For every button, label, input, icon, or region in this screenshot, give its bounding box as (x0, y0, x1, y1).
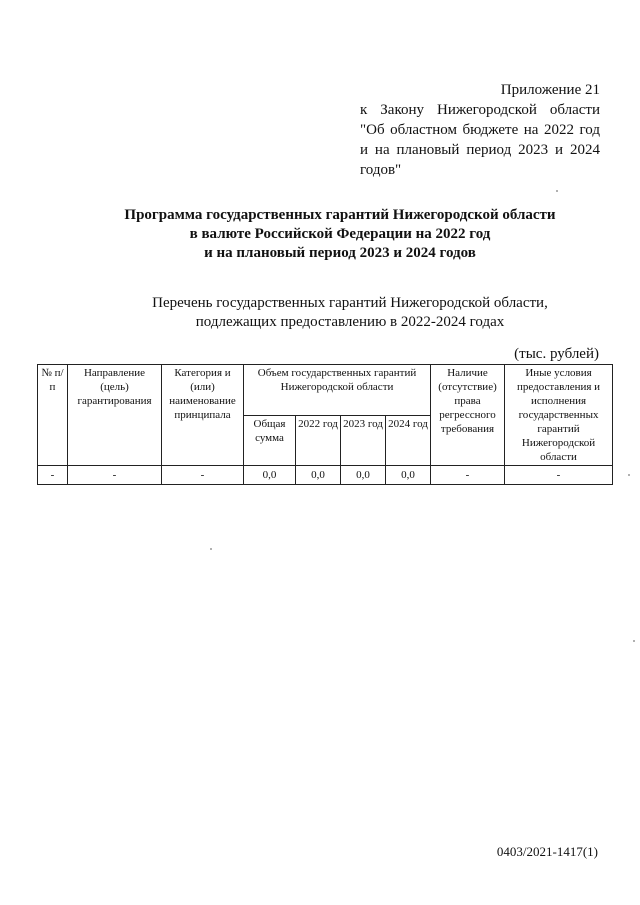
list-subtitle-line-2: подлежащих предоставлению в 2022-2024 годах (195, 314, 505, 330)
appendix-line-3: "Об областном бюджете на 2022 год (360, 122, 600, 138)
header-regress: Наличие (отсутствие) права регрессного требования (431, 365, 505, 466)
cell-2022: 0,0 (296, 466, 341, 485)
guarantees-table (37, 364, 613, 485)
cell-regress: - (431, 466, 505, 485)
header-num: № п/п (38, 365, 68, 466)
appendix-line-4: и на плановый период 2023 и 2024 (360, 142, 600, 158)
appendix-block (360, 80, 600, 180)
cell-2023: 0,0 (341, 466, 386, 485)
program-title-line-3: и на плановый период 2023 и 2024 годов (204, 245, 476, 261)
header-total: Общая сумма (244, 415, 296, 466)
table-row (38, 466, 613, 485)
program-title (0, 206, 640, 263)
document-code: 0403/2021-1417(1) (496, 844, 598, 859)
scan-speck (556, 190, 558, 192)
cell-2024: 0,0 (386, 466, 431, 485)
cell-direction: - (68, 466, 162, 485)
appendix-line-5: годов" (360, 162, 402, 178)
scan-speck (633, 640, 635, 642)
list-subtitle-line-1: Перечень государственных гарантий Нижегородской области, (152, 295, 548, 311)
program-title-line-2: в валюте Российской Федерации на 2022 год (189, 226, 491, 242)
list-subtitle (0, 294, 640, 332)
cell-other: - (505, 466, 613, 485)
header-2022: 2022 год (296, 415, 341, 466)
cell-num: - (38, 466, 68, 485)
header-direction: Направление (цель) гарантирования (68, 365, 162, 466)
program-title-line-1: Программа государственных гарантий Нижегородской области (124, 207, 556, 223)
scan-speck (210, 548, 212, 550)
header-volume: Объем государственных гарантий Нижегородской области (244, 365, 431, 416)
header-2023: 2023 год (341, 415, 386, 466)
appendix-line-1: Приложение 21 (500, 82, 600, 98)
units-label: (тыс. рублей) (514, 346, 599, 362)
cell-total: 0,0 (244, 466, 296, 485)
header-other: Иные условия предоставления и исполнения государственных гарантий Нижегородской области (505, 365, 613, 466)
cell-category: - (162, 466, 244, 485)
header-category: Категория и (или) наименование принципала (162, 365, 244, 466)
appendix-line-2: к Закону Нижегородской области (360, 102, 600, 118)
scan-speck (628, 474, 630, 476)
table-header-row (38, 365, 613, 416)
header-2024: 2024 год (386, 415, 431, 466)
